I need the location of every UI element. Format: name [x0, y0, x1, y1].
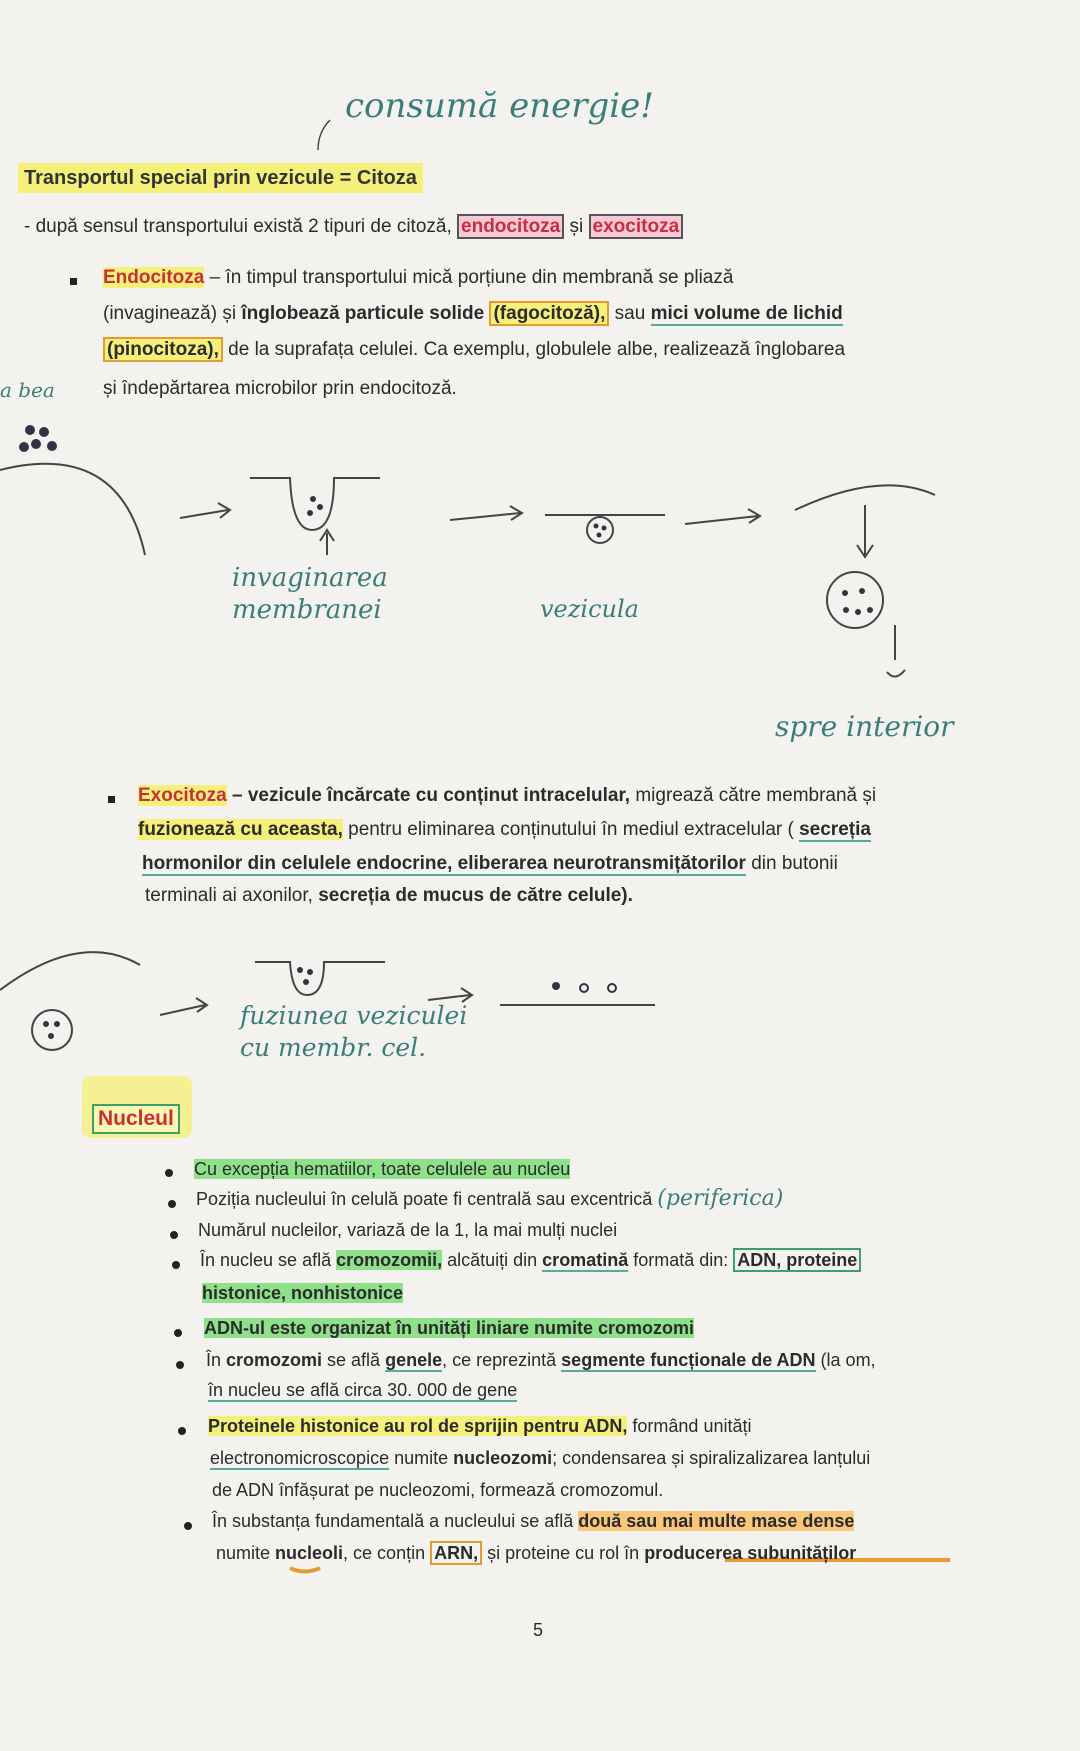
exo-text-2a: fuzionează cu aceasta,: [138, 819, 343, 840]
exo-text-3a: hormonilor din celulele endocrine,: [142, 853, 453, 874]
exo-line-2: [138, 818, 871, 842]
vesicle-circle-2: [827, 572, 883, 628]
nb7b: formând unități: [627, 1416, 752, 1436]
exo-text-4a: terminali ai axonilor,: [145, 885, 319, 906]
exo-line-1: [138, 784, 876, 808]
arrow-3: [685, 516, 758, 524]
energy-annotation: consumă energie!: [345, 86, 654, 126]
bullet: [108, 796, 115, 803]
term-endocitoza-heading: Endocitoza: [103, 267, 205, 288]
cell-membrane-curve-2: [0, 952, 140, 990]
nb7c: electronomicroscopice: [210, 1448, 390, 1468]
nb4g: histonice, nonhistonice: [202, 1283, 404, 1303]
fusion-label: fuziunea veziculei cu membr. cel.: [240, 1001, 468, 1062]
particle-dot: [31, 439, 41, 449]
nucleul-bullet-7: [208, 1414, 751, 1438]
bullet: [184, 1522, 192, 1530]
nb8b: două sau mai multe mase dense: [578, 1511, 855, 1531]
nb7f: ; condensarea și spiralizalizarea lanțului: [552, 1448, 871, 1468]
endo-text-2a: (invaginează) și: [103, 303, 242, 324]
nucleul-title: Nucleul: [92, 1104, 180, 1134]
endo-text-1: – în timpul transportului mică porțiune din membrană se pliază: [204, 267, 734, 288]
nb4f: ADN, proteine: [733, 1248, 861, 1272]
exo-line-3: [142, 852, 838, 876]
fusion-shape: [255, 962, 385, 995]
citoza-intro-text: - după sensul transportului există 2 tipuri de citoză,: [24, 216, 452, 237]
nb7a: Proteinele histonice au rol de sprijin pentru ADN,: [208, 1416, 628, 1436]
exo-text-1b: vezicule încărcate cu conținut intracelular,: [247, 785, 631, 806]
exo-dash: –: [226, 785, 248, 806]
exo-text-2c: secreția: [799, 819, 871, 840]
nb8e: , ce conțin: [343, 1543, 431, 1563]
bullet: [172, 1261, 180, 1269]
exo-text-3b: eliberarea neurotransmițătorilor: [452, 853, 746, 874]
endo-line-1: [103, 266, 733, 290]
endo-text-3b: de la suprafața celulei. Ca exemplu, globulele albe, realizează înglobarea: [222, 339, 846, 360]
exo-line-4: [145, 884, 633, 908]
nucleul-bullet-4: [200, 1248, 861, 1272]
nb6c: se află: [322, 1350, 386, 1370]
exo-text-1c: migrează către membrană și: [630, 785, 877, 806]
endo-line-2: [103, 302, 843, 326]
exo-text-3c: din butonii: [745, 853, 838, 874]
nucleul-b1-text: Cu excepția hematiilor, toate celulele au nucleu: [194, 1159, 571, 1179]
bullet: [170, 1231, 178, 1239]
nb6f: segmente funcționale de ADN: [561, 1350, 816, 1370]
bullet: [70, 278, 77, 285]
nb8h: producerea subunităților: [644, 1543, 857, 1563]
exo-text-2b: pentru eliminarea conținutului în mediul extracelular (: [342, 819, 800, 840]
nb8f: ARN,: [430, 1541, 482, 1565]
bullet: [168, 1200, 176, 1208]
nb7e: nucleozomi: [453, 1448, 553, 1468]
page-number: 5: [533, 1620, 544, 1640]
nucleul-bullet-5: [204, 1316, 694, 1340]
nucleul-bullet-8: [212, 1509, 854, 1533]
term-endocitoza: endocitoza: [457, 214, 564, 239]
nucleul-bullet-6: [206, 1348, 876, 1372]
nucleul-bullet-4-cont: [202, 1281, 403, 1305]
vesicle-label: vezicula: [540, 595, 639, 623]
nucleul-bullet-3: Numărul nucleilor, variază de la 1, la mai mulți nuclei: [198, 1220, 618, 1240]
term-exocitoza: exocitoza: [589, 214, 684, 239]
nb4d: cromatină: [542, 1250, 629, 1270]
bullet: [174, 1329, 182, 1337]
term-fagocitoza: (fagocitoză),: [489, 301, 609, 326]
citoza-intro: [24, 215, 683, 239]
endo-line-3: [103, 338, 845, 362]
arrow-2: [450, 513, 520, 520]
nucleul-bullet-2: [196, 1187, 783, 1211]
bullet: [178, 1427, 186, 1435]
exo-text-4b: secreția de mucus de către celule).: [318, 885, 633, 906]
nb6g: (la om,: [815, 1350, 876, 1370]
cell-membrane-curve-1: [0, 464, 145, 555]
inward-label: spre interior: [775, 710, 954, 743]
nb4e: formată din:: [628, 1250, 734, 1270]
nucleul-bullet-6-cont: [208, 1378, 517, 1402]
nb6e: , ce reprezintă: [442, 1350, 562, 1370]
peripheral-annotation: (periferica): [657, 1186, 784, 1211]
endo-text-2b: înglobează particule solide: [241, 303, 485, 324]
nb8a: În substanța fundamentală a nucleului se află: [212, 1511, 579, 1531]
nb6d: genele: [385, 1350, 443, 1370]
bullet: [165, 1169, 173, 1177]
nucleul-bullet-7-cont-2: de ADN înfășurat pe nucleozomi, formează cromozomul.: [212, 1480, 664, 1500]
nucleul-bullet-1: [194, 1157, 570, 1181]
particle-dot: [47, 441, 57, 451]
nucleul-b2-text: Poziția nucleului în celulă poate fi centrală sau excentrică: [196, 1189, 653, 1209]
nb6h: în nucleu se află circa 30. 000 de gene: [208, 1380, 518, 1400]
nb8g: și proteine cu rol în: [482, 1543, 645, 1563]
nb7d: numite: [389, 1448, 454, 1468]
nb8c: numite: [216, 1543, 276, 1563]
endo-line-4: și îndepărtarea microbilor prin endocitoză.: [103, 378, 457, 399]
endo-text-2d: sau: [609, 303, 651, 324]
nb5: ADN-ul este organizat în unități liniare numite cromozomi: [204, 1318, 695, 1338]
particle-dot: [39, 427, 49, 437]
nb6a: În: [206, 1350, 227, 1370]
particle-dot: [19, 442, 29, 452]
invagination-shape: [250, 478, 380, 530]
conj: și: [569, 216, 584, 237]
nb4b: cromozomii,: [336, 1250, 443, 1270]
term-pinocitoza: (pinocitoza),: [103, 337, 223, 362]
nb4a: În nucleu se află: [200, 1250, 337, 1270]
nucleul-bullet-7-cont-1: [210, 1446, 870, 1470]
bullet: [176, 1361, 184, 1369]
citoza-title: Transportul special prin vezicule = Citoza: [18, 163, 423, 193]
invagination-label: invaginarea membranei: [232, 563, 388, 625]
vesicle-circle-1: [587, 517, 613, 543]
particle-dot: [25, 425, 35, 435]
nucleul-bullet-8-cont: [216, 1541, 856, 1565]
vesicle-circle-3: [32, 1010, 72, 1050]
term-exocitoza-heading: Exocitoza: [138, 785, 227, 806]
nb6b: cromozomi: [226, 1350, 323, 1370]
nb4c: alcătuiți din: [442, 1250, 543, 1270]
nb8d: nucleoli: [275, 1543, 344, 1563]
margin-annotation: a bea: [0, 378, 55, 402]
endo-text-2e: mici volume de lichid: [650, 303, 843, 324]
